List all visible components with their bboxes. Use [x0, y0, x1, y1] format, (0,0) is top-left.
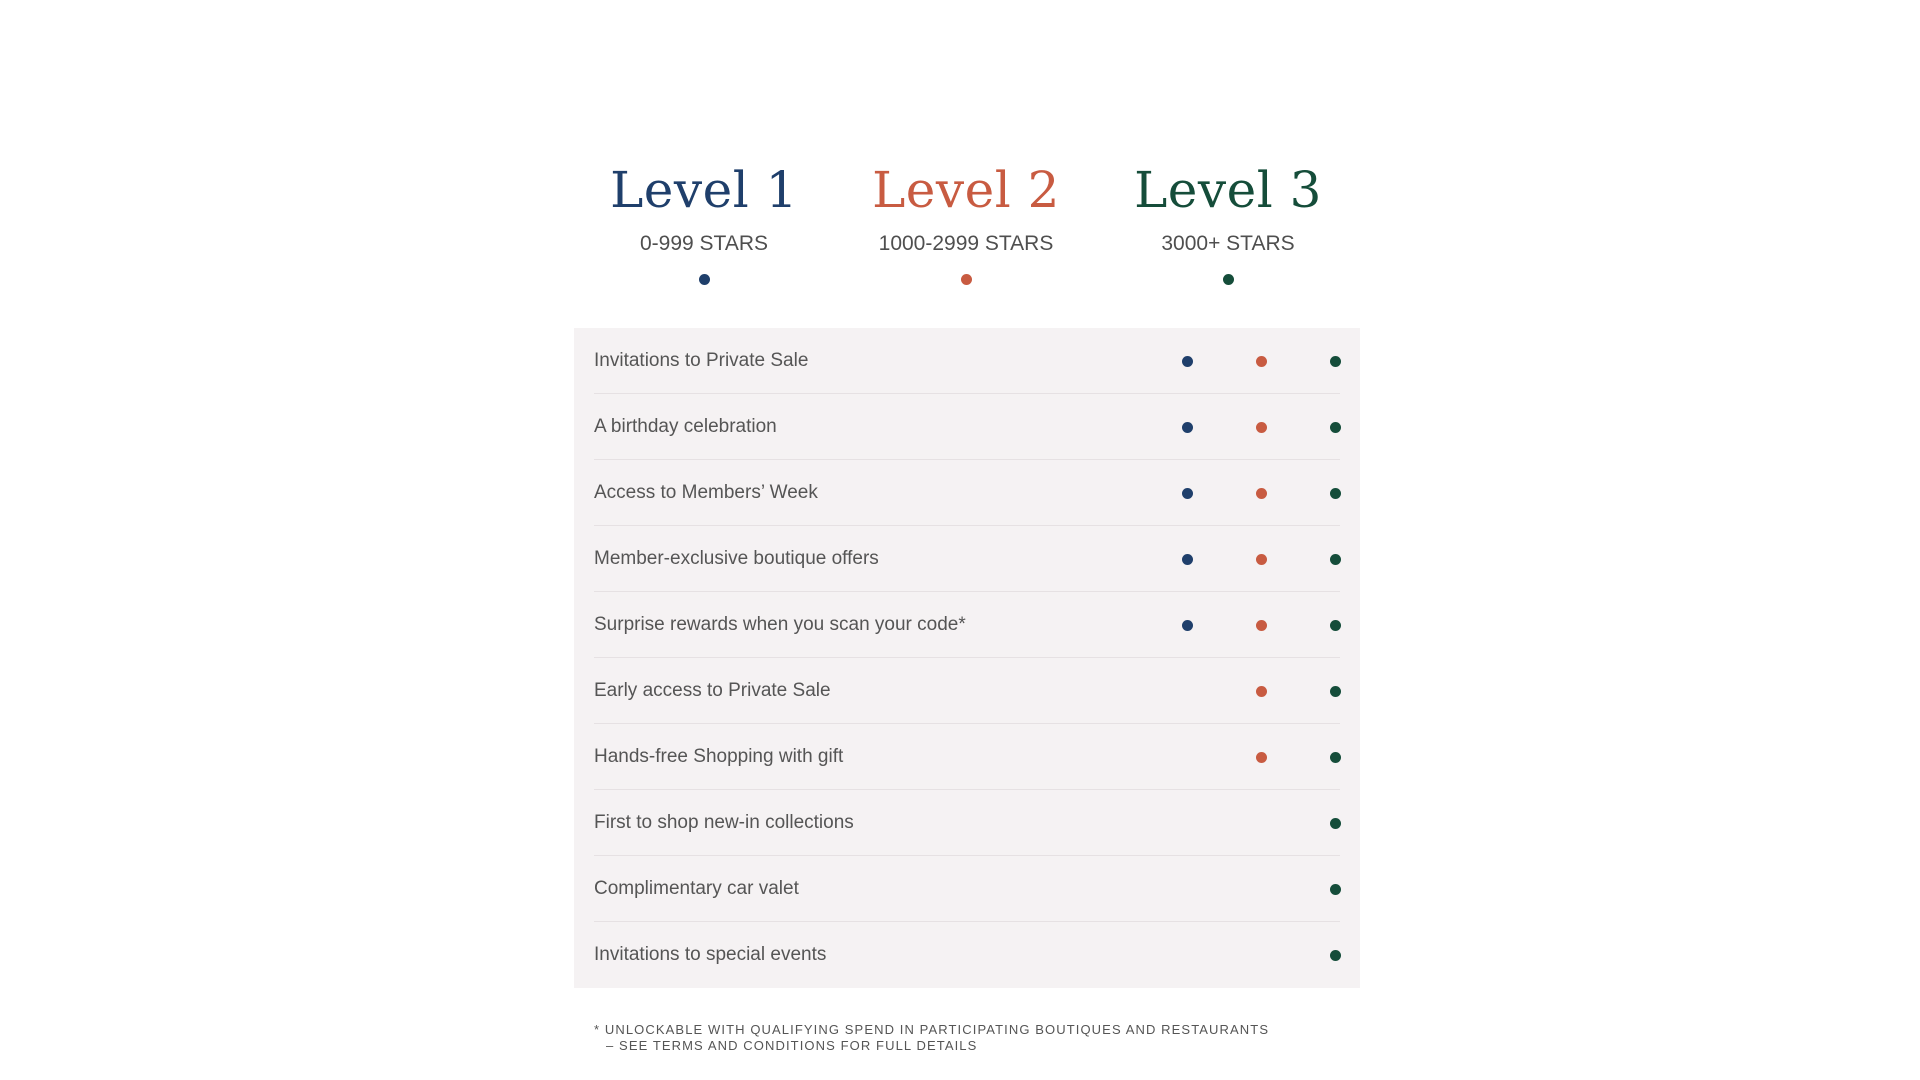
- level-3-check-dot-icon: [1330, 884, 1341, 895]
- level-1-title: Level 1: [610, 161, 798, 219]
- level-3-check-dot-icon: [1330, 488, 1341, 499]
- level-1-check-dot-icon: [1182, 422, 1193, 433]
- level-1-check-dot-icon: [1182, 554, 1193, 565]
- level-3-check-dot-icon: [1330, 620, 1341, 631]
- level-3-title: Level 3: [1134, 161, 1322, 219]
- footnote: [594, 1022, 1269, 1054]
- level-2-dot-icon: [961, 274, 972, 285]
- benefit-row: [594, 592, 1340, 658]
- level-1-check-dot-icon: [1182, 356, 1193, 367]
- level-1-check-dot-icon: [1182, 620, 1193, 631]
- level-1-stars: 0-999 STARS: [640, 232, 768, 255]
- level-2-check-dot-icon: [1256, 554, 1267, 565]
- level-3-check-dot-icon: [1330, 818, 1341, 829]
- benefit-row: [594, 856, 1340, 922]
- level-3-stars: 3000+ STARS: [1161, 232, 1295, 255]
- level-3-check-dot-icon: [1330, 554, 1341, 565]
- level-2-stars: 1000-2999 STARS: [878, 232, 1054, 255]
- benefit-row: [594, 658, 1340, 724]
- benefit-row: [594, 724, 1340, 790]
- benefit-label: Invitations to special events: [594, 944, 827, 965]
- level-3-check-dot-icon: [1330, 356, 1341, 367]
- benefit-row: [594, 328, 1340, 394]
- footnote-line-1: * UNLOCKABLE WITH QUALIFYING SPEND IN PARTICIPATING BOUTIQUES AND RESTAURANTS: [594, 1022, 1270, 1037]
- level-2-check-dot-icon: [1256, 752, 1267, 763]
- level-2-title: Level 2: [872, 161, 1060, 219]
- benefit-label: First to shop new-in collections: [594, 811, 854, 833]
- level-3-check-dot-icon: [1330, 950, 1341, 961]
- benefit-row: [594, 790, 1340, 856]
- level-2-check-dot-icon: [1256, 488, 1267, 499]
- level-2-column: [836, 160, 1096, 285]
- benefit-label: Early access to Private Sale: [594, 679, 831, 701]
- level-2-check-dot-icon: [1256, 356, 1267, 367]
- level-2-check-dot-icon: [1256, 686, 1267, 697]
- level-1-check-dot-icon: [1182, 488, 1193, 499]
- level-2-check-dot-icon: [1256, 620, 1267, 631]
- level-3-dot-icon: [1223, 274, 1234, 285]
- benefit-label: Member-exclusive boutique offers: [594, 547, 879, 569]
- benefit-label: Complimentary car valet: [594, 877, 799, 899]
- benefit-label: Surprise rewards when you scan your code*: [594, 613, 966, 635]
- level-1-dot-icon: [699, 274, 710, 285]
- benefit-label: A birthday celebration: [594, 415, 777, 437]
- level-3-column: [1098, 160, 1358, 285]
- benefit-row: [594, 526, 1340, 592]
- benefit-label: Hands-free Shopping with gift: [594, 745, 844, 767]
- level-header: [0, 160, 1920, 300]
- footnote-line-2: – SEE TERMS AND CONDITIONS FOR FULL DETAILS: [606, 1038, 978, 1053]
- benefit-row: [594, 394, 1340, 460]
- level-2-check-dot-icon: [1256, 422, 1267, 433]
- level-3-check-dot-icon: [1330, 752, 1341, 763]
- benefit-label: Invitations to Private Sale: [594, 349, 809, 371]
- benefit-label: Access to Members’ Week: [594, 481, 818, 503]
- level-3-check-dot-icon: [1330, 686, 1341, 697]
- benefits-table: [574, 328, 1360, 988]
- level-3-check-dot-icon: [1330, 422, 1341, 433]
- benefit-row: [594, 460, 1340, 526]
- benefit-row: [594, 922, 1340, 988]
- level-1-column: [574, 160, 834, 285]
